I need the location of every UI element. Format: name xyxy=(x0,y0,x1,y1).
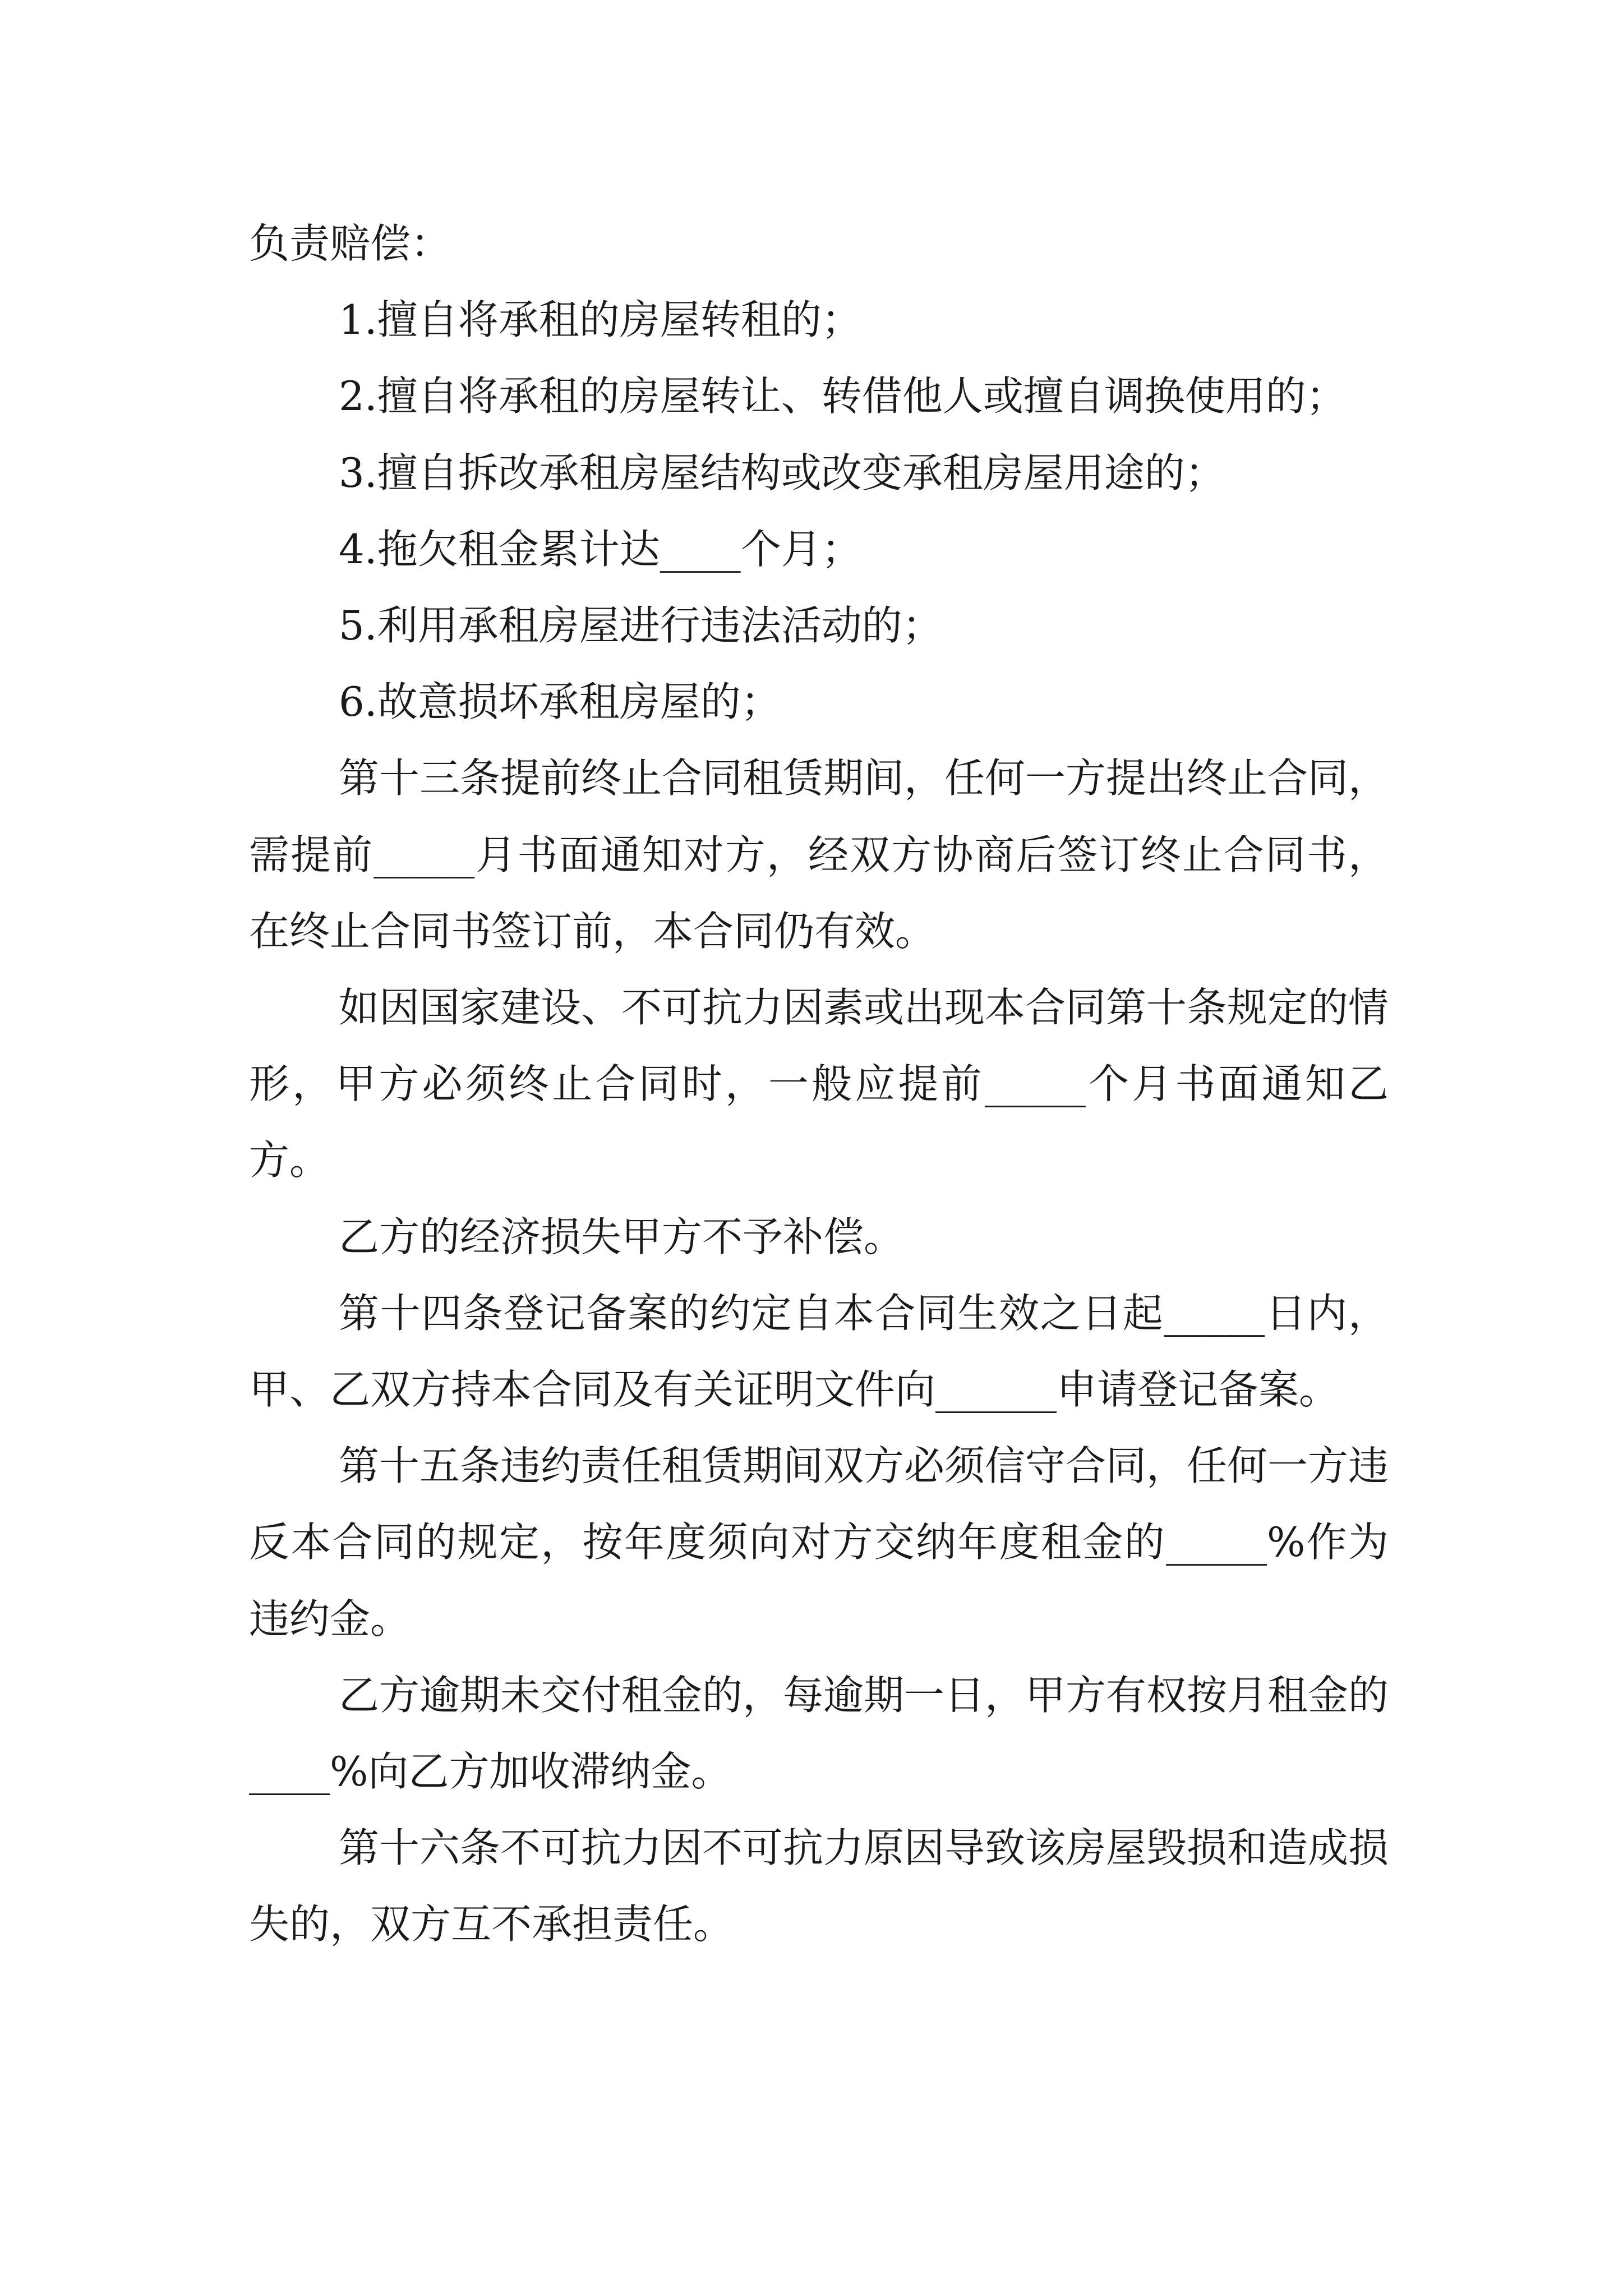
paragraph-late-fee: 乙方逾期未交付租金的，每逾期一日，甲方有权按月租金的____%向乙方加收滞纳金。 xyxy=(249,1671,1389,1796)
list-item-sublet: 1.擅自将承租的房屋转租的； xyxy=(339,296,862,344)
document-body xyxy=(249,205,1389,1963)
list-item-alteration: 3.擅自拆改承租房屋结构或改变承租房屋用途的； xyxy=(339,449,1225,496)
paragraph-compensation-lead: 负责赔偿： xyxy=(249,220,451,267)
list-item-transfer: 2.擅自将承租的房屋转让、转借他人或擅自调换使用的； xyxy=(339,372,1347,420)
article-15-liability: 第十五条违约责任租赁期间双方必须信守合同，任何一方违反本合同的规定，按年度须向对方交纳年度租金的_____%作为违约金。 xyxy=(249,1442,1389,1642)
list-item-damage: 6.故意损坏承租房屋的； xyxy=(339,678,781,726)
paragraph-force-termination: 如因国家建设、不可抗力因素或出现本合同第十条规定的情形，甲方必须终止合同时，一般应提前_____个月书面通知乙方。 xyxy=(249,984,1389,1184)
article-14-registration: 第十四条登记备案的约定自本合同生效之日起_____日内，甲、乙双方持本合同及有关证明文件向______申请登记备案。 xyxy=(249,1289,1389,1414)
article-13-early-termination: 第十三条提前终止合同租赁期间，任何一方提出终止合同，需提前_____月书面通知对方，经双方协商后签订终止合同书，在终止合同书签订前，本合同仍有效。 xyxy=(249,754,1389,955)
paragraph-no-compensation: 乙方的经济损失甲方不予补偿。 xyxy=(339,1213,905,1260)
list-item-illegal-use: 5.利用承租房屋进行违法活动的； xyxy=(339,602,943,650)
article-16-force-majeure: 第十六条不可抗力因不可抗力原因导致该房屋毁损和造成损失的，双方互不承担责任。 xyxy=(249,1824,1389,1948)
list-item-rent-arrears: 4.拖欠租金累计达____个月； xyxy=(339,525,862,573)
